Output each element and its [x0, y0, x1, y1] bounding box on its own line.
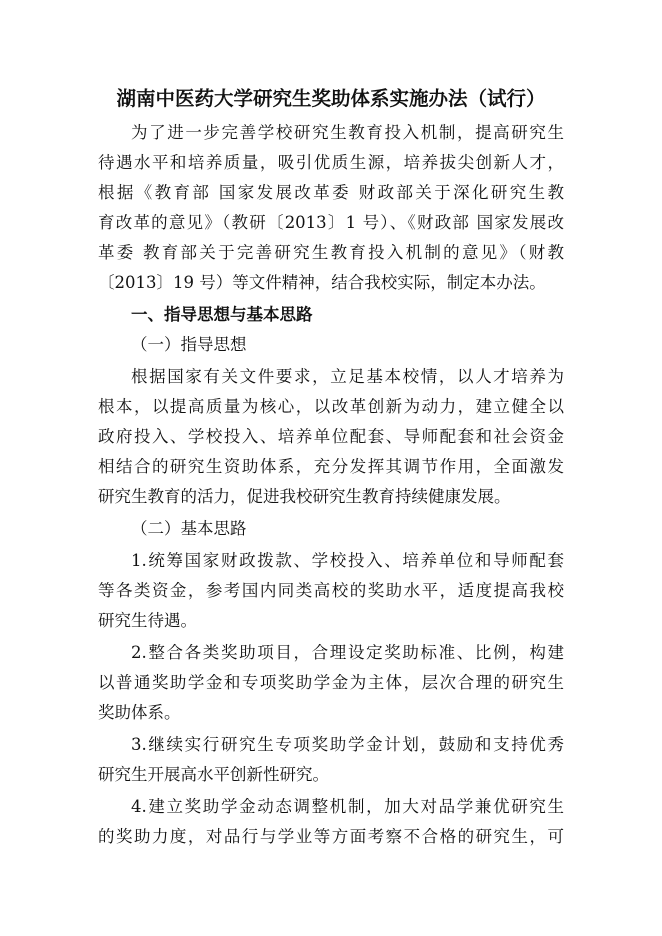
paragraph-line: 〔2013〕19 号）等文件精神，结合我校实际，制定本办法。	[98, 273, 546, 292]
paragraph-line: 研究生教育的活力，促进我校研究生教育持续健康发展。	[98, 487, 511, 506]
subsection-heading: （二）基本思路	[131, 519, 247, 538]
paragraph-line: 待遇水平和培养质量，吸引优质生源，培养拔尖创新人才，	[98, 153, 564, 172]
paragraph-line: 研究生待遇。	[98, 611, 197, 630]
paragraph-line: 研究生开展高水平创新性研究。	[98, 765, 329, 784]
paragraph-line: 以普通奖助学金和专项奖助学金为主体，层次合理的研究生	[98, 673, 564, 692]
paragraph-line: 1.统筹国家财政拨款、学校投入、培养单位和导师配套	[131, 551, 564, 570]
paragraph-line: 根据国家有关文件要求，立足基本校情，以人才培养为	[131, 367, 564, 386]
paragraph-line: 为了进一步完善学校研究生教育投入机制，提高研究生	[131, 123, 564, 142]
subsection-heading: （一）指导思想	[131, 335, 247, 354]
paragraph-line: 奖助体系。	[98, 703, 181, 722]
paragraph-line: 育改革的意见》（教研〔2013〕1 号）、《财政部 国家发展改	[98, 213, 564, 232]
paragraph-line: 的奖助力度，对品行与学业等方面考察不合格的研究生，可	[98, 827, 564, 846]
paragraph-line: 革委 教育部关于完善研究生教育投入机制的意见》（财教	[98, 243, 564, 262]
paragraph-line: 3.继续实行研究生专项奖助学金计划，鼓励和支持优秀	[131, 735, 564, 754]
document-title: 湖南中医药大学研究生奖助体系实施办法（试行）	[116, 87, 546, 110]
paragraph-line: 根据《教育部 国家发展改革委 财政部关于深化研究生教	[98, 183, 564, 202]
section-heading: 一、指导思想与基本思路	[131, 305, 313, 324]
paragraph-line: 4.建立奖助学金动态调整机制，加大对品学兼优研究生	[131, 797, 564, 816]
paragraph-line: 根本，以提高质量为核心，以改革创新为动力，建立健全以	[98, 397, 564, 416]
paragraph-line: 政府投入、学校投入、培养单位配套、导师配套和社会资金	[98, 427, 564, 446]
paragraph-line: 等各类资金，参考国内同类高校的奖助水平，适度提高我校	[98, 581, 564, 600]
paragraph-line: 2.整合各类奖助项目，合理设定奖助标准、比例，构建	[131, 643, 564, 662]
paragraph-line: 相结合的研究生资助体系，充分发挥其调节作用，全面激发	[98, 457, 564, 476]
